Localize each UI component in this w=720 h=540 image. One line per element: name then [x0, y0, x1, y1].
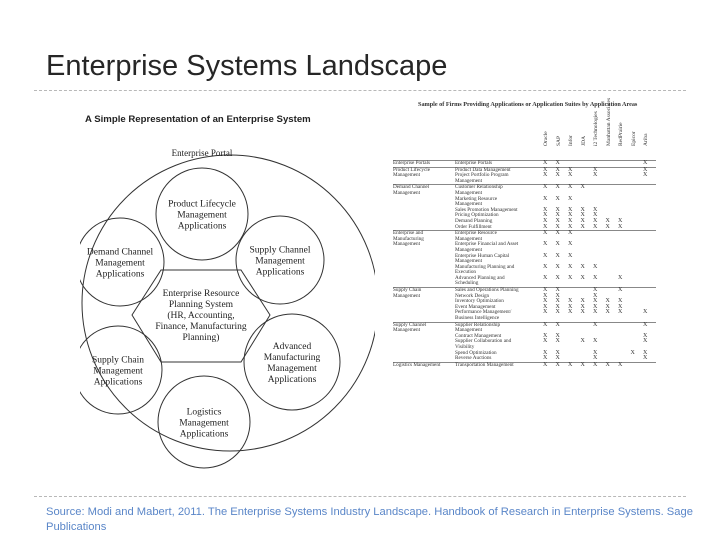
mark-cell: X — [605, 217, 610, 224]
mark-cell: X — [605, 223, 610, 230]
mark-cell: X — [543, 212, 548, 219]
group-cell: Enterprise Portals — [393, 161, 455, 168]
erp-label-line: (HR, Accounting, — [167, 311, 235, 321]
mark-cell: X — [556, 161, 569, 168]
group-cell: Enterprise and — [393, 231, 455, 237]
application-node-label: Supply Channel — [249, 245, 311, 256]
mark-cell: X — [568, 362, 581, 368]
mark-cell: X — [643, 161, 656, 168]
mark-cell: X — [543, 161, 556, 168]
group-cell: Management — [393, 172, 421, 179]
mark-cell: X — [543, 288, 556, 294]
mark-cell: X — [555, 223, 560, 230]
mark-cell: X — [593, 349, 598, 356]
mark-cell: X — [543, 263, 548, 270]
mark-cell: X — [643, 309, 648, 316]
mark-cell: X — [593, 172, 598, 179]
area-cell: Performance Management/ — [455, 309, 512, 316]
mark-cell: X — [568, 274, 573, 281]
application-node-label: Applications — [255, 267, 305, 278]
mark-cell: X — [618, 223, 623, 230]
mark-cell: X — [543, 223, 548, 230]
source-citation: Source: Modi and Mabert, 2011. The Enterprise Systems Industry Landscape. Handbook of Research in Enterprise Systems. Sage Publications — [46, 506, 693, 533]
bottom-divider — [34, 496, 686, 497]
mark-cell — [631, 362, 644, 368]
mark-cell: X — [543, 338, 548, 345]
mark-cell: X — [555, 263, 560, 270]
mark-cell: X — [543, 362, 556, 368]
area-cell: Execution — [455, 269, 477, 276]
mark-cell: X — [555, 241, 560, 248]
firm-column-header: i2 Technologies — [593, 111, 599, 146]
mark-cell: X — [605, 303, 610, 310]
slide-title: Enterprise Systems Landscape — [46, 50, 448, 82]
group-cell: Management — [393, 327, 421, 334]
firm-column-header: RedPrairie — [618, 122, 624, 146]
mark-cell: X — [543, 195, 548, 202]
mark-cell: X — [618, 217, 623, 224]
firm-column-header: Oracle — [543, 131, 549, 146]
mark-cell: X — [555, 206, 560, 213]
mark-cell: X — [543, 167, 556, 173]
mark-cell: X — [555, 298, 560, 305]
area-cell: Transportation Management — [455, 362, 543, 368]
mark-cell: X — [543, 292, 548, 299]
area-cell: Enterprise Financial and Asset — [455, 241, 519, 248]
mark-cell: X — [643, 322, 656, 328]
mark-cell: X — [643, 349, 648, 356]
area-cell: Event Management — [455, 303, 496, 310]
area-cell: Supplier Collaboration and — [455, 338, 512, 345]
mark-cell: X — [581, 185, 594, 191]
mark-cell: X — [593, 292, 598, 299]
area-cell: Reverse Auctions — [455, 355, 492, 362]
application-node-label: Applications — [179, 429, 229, 440]
group-cell: Demand Channel — [393, 185, 455, 191]
mark-cell: X — [543, 185, 556, 191]
area-cell: Management — [455, 258, 483, 265]
mark-cell: X — [593, 288, 606, 294]
mark-cell: X — [543, 206, 548, 213]
table-title: Sample of Firms Providing Applications or Application Suites by Application Areas — [418, 101, 638, 108]
group-cell: Supply Chain — [393, 288, 455, 294]
mark-cell: X — [568, 172, 573, 179]
application-node-label: Management — [267, 364, 317, 374]
mark-cell: X — [593, 322, 606, 328]
application-node-label: Manufacturing — [263, 353, 321, 363]
mark-cell: X — [568, 212, 573, 219]
area-cell: Business Intelligence — [455, 315, 500, 322]
top-divider — [34, 90, 686, 91]
area-cell: Advanced Planning and — [455, 274, 505, 281]
mark-cell: X — [643, 338, 648, 345]
area-cell: Management — [455, 235, 483, 242]
group-cell: Management — [393, 292, 421, 299]
mark-cell: X — [580, 274, 585, 281]
mark-cell: X — [568, 185, 581, 191]
mark-cell: X — [605, 309, 610, 316]
group-cell: Management — [393, 241, 421, 248]
application-node-label: Applications — [177, 221, 227, 232]
mark-cell: X — [555, 332, 560, 339]
area-cell: Sales Promotion Management — [455, 206, 518, 213]
mark-cell: X — [618, 309, 623, 316]
mark-cell — [581, 161, 594, 168]
mark-cell: X — [593, 217, 598, 224]
mark-cell: X — [580, 309, 585, 316]
mark-cell: X — [580, 212, 585, 219]
mark-cell: X — [618, 274, 623, 281]
mark-cell: X — [543, 172, 548, 179]
mark-cell: X — [593, 362, 606, 368]
application-node-label: Demand Channel — [86, 247, 154, 258]
mark-cell: X — [556, 288, 569, 294]
mark-cell — [631, 161, 644, 168]
area-cell: Enterprise Resource — [455, 231, 543, 237]
area-cell: Enterprise Human Capital — [455, 252, 510, 259]
mark-cell: X — [643, 167, 656, 173]
mark-cell: X — [568, 252, 573, 259]
application-node-label: Supply Chain — [92, 355, 144, 366]
area-cell: Product Data Management — [455, 167, 543, 173]
mark-cell: X — [581, 362, 594, 368]
area-cell: Manufacturing Planning and — [455, 263, 515, 270]
mark-cell: X — [568, 263, 573, 270]
mark-cell: X — [618, 288, 631, 294]
mark-cell: X — [555, 292, 560, 299]
mark-cell: X — [568, 241, 573, 248]
area-cell: Order Fulfillment — [455, 223, 492, 230]
application-node-label: Management — [95, 258, 145, 269]
application-node-label: Management — [93, 366, 143, 377]
firm-column-header: Manhattan Associates — [605, 97, 612, 146]
mark-cell: X — [643, 172, 648, 179]
firm-column-header: Ariba — [643, 133, 649, 146]
application-node-label: Management — [255, 256, 305, 267]
area-cell: Network Design — [455, 292, 490, 299]
area-cell: Demand Planning — [455, 217, 493, 224]
area-cell: Sales and Operations Planning — [455, 288, 543, 294]
application-node-label: Applications — [267, 375, 317, 385]
mark-cell: X — [580, 223, 585, 230]
application-node-label: Advanced — [272, 342, 312, 352]
mark-cell: X — [555, 303, 560, 310]
mark-cell: X — [543, 309, 548, 316]
firm-column-header: Infor — [568, 135, 574, 146]
mark-cell: X — [556, 322, 569, 328]
area-cell: Marketing Resource — [455, 195, 498, 202]
mark-cell: X — [580, 303, 585, 310]
mark-cell: X — [543, 217, 548, 224]
mark-cell: X — [606, 362, 619, 368]
erp-label — [155, 289, 247, 343]
firm-column-header: SAP — [555, 135, 562, 146]
area-cell: Spend Optimization — [455, 349, 497, 356]
mark-cell: X — [643, 332, 648, 339]
mark-cell: X — [593, 355, 598, 362]
mark-cell: X — [568, 298, 573, 305]
firm-column-header: Epicor — [630, 131, 637, 146]
mark-cell: X — [593, 212, 598, 219]
mark-cell: X — [555, 212, 560, 219]
mark-cell: X — [568, 167, 581, 173]
mark-cell: X — [555, 338, 560, 345]
mark-cell: X — [593, 309, 598, 316]
mark-cell: X — [630, 349, 635, 356]
mark-cell: X — [643, 355, 648, 362]
mark-cell: X — [543, 298, 548, 305]
mark-cell: X — [543, 231, 556, 237]
group-cell: Logistics Management — [393, 362, 455, 368]
mark-cell: X — [555, 172, 560, 179]
firm-column-header: JDA — [580, 135, 587, 146]
mark-cell: X — [556, 185, 569, 191]
mark-cell: X — [593, 223, 598, 230]
mark-cell: X — [555, 252, 560, 259]
enterprise-system-diagram — [80, 100, 375, 472]
erp-label-line: Planning) — [182, 333, 220, 343]
mark-cell: X — [580, 263, 585, 270]
mark-cell: X — [555, 309, 560, 316]
area-cell: Management — [455, 189, 483, 196]
portal-label: Enterprise Portal — [171, 148, 233, 158]
mark-cell: X — [543, 322, 556, 328]
table-row — [393, 161, 656, 168]
group-cell: Management — [393, 189, 421, 196]
area-cell: Enterprise Portals — [455, 161, 543, 168]
mark-cell: X — [555, 355, 560, 362]
group-cell: Product Lifecycle — [393, 167, 455, 173]
mark-cell: X — [593, 263, 598, 270]
application-node-label: Applications — [95, 269, 145, 280]
mark-cell: X — [618, 298, 623, 305]
mark-cell: X — [605, 298, 610, 305]
mark-cell: X — [555, 274, 560, 281]
mark-cell: X — [593, 274, 598, 281]
area-cell: Scheduling — [455, 280, 479, 287]
area-cell: Management — [455, 177, 483, 184]
mark-cell: X — [580, 217, 585, 224]
mark-cell: X — [593, 206, 598, 213]
application-node-label: Product Lifecycle — [168, 199, 236, 210]
mark-cell: X — [580, 338, 585, 345]
mark-cell — [606, 161, 619, 168]
area-cell: Management — [455, 201, 483, 208]
mark-cell: X — [593, 338, 598, 345]
mark-cell: X — [555, 195, 560, 202]
mark-cell: X — [580, 298, 585, 305]
erp-label-line: Enterprise Resource — [162, 289, 240, 299]
erp-label-line: Finance, Manufacturing — [155, 322, 247, 332]
mark-cell: X — [543, 241, 548, 248]
mark-cell: X — [555, 349, 560, 356]
mark-cell: X — [618, 362, 631, 368]
mark-cell: X — [568, 223, 573, 230]
mark-cell: X — [543, 252, 548, 259]
area-cell: Inventory Optimization — [455, 298, 504, 305]
application-node-label: Logistics — [186, 407, 222, 418]
area-cell: Pricing Optimization — [455, 212, 499, 219]
area-cell: Management — [455, 327, 483, 334]
mark-cell: X — [556, 167, 569, 173]
mark-cell: X — [593, 303, 598, 310]
mark-cell: X — [618, 303, 623, 310]
group-cell: Supply Channel — [393, 322, 455, 328]
mark-cell: X — [568, 195, 573, 202]
diagram-title: A Simple Representation of an Enterprise System — [85, 114, 311, 125]
mark-cell — [618, 161, 631, 168]
area-cell: Customer Relationship — [455, 185, 543, 191]
mark-cell — [643, 362, 656, 368]
mark-cell: X — [543, 332, 548, 339]
mark-cell: X — [543, 303, 548, 310]
mark-cell: X — [580, 206, 585, 213]
mark-cell: X — [568, 303, 573, 310]
group-cell: Manufacturing — [393, 235, 424, 242]
area-cell: Contract Management — [455, 332, 502, 339]
mark-cell: X — [555, 217, 560, 224]
area-cell: Supplier Relationship — [455, 322, 543, 328]
application-node-label: Management — [179, 418, 229, 429]
area-cell: Project Portfolio Program — [455, 172, 509, 179]
area-cell: Visibility — [455, 344, 475, 350]
mark-cell: X — [556, 231, 569, 237]
mark-cell: X — [568, 206, 573, 213]
erp-label-line: Planning System — [168, 300, 234, 310]
mark-cell: X — [568, 231, 581, 237]
mark-cell: X — [543, 355, 548, 362]
application-node-label: Applications — [93, 377, 143, 388]
firms-table — [393, 160, 656, 368]
application-node-label: Management — [177, 210, 227, 221]
mark-cell: X — [593, 167, 606, 173]
mark-cell: X — [556, 362, 569, 368]
mark-cell: X — [568, 309, 573, 316]
area-cell: Management — [455, 246, 483, 253]
mark-cell: X — [568, 217, 573, 224]
mark-cell: X — [593, 298, 598, 305]
mark-cell: X — [543, 349, 548, 356]
mark-cell: X — [543, 274, 548, 281]
table-row — [393, 362, 656, 368]
